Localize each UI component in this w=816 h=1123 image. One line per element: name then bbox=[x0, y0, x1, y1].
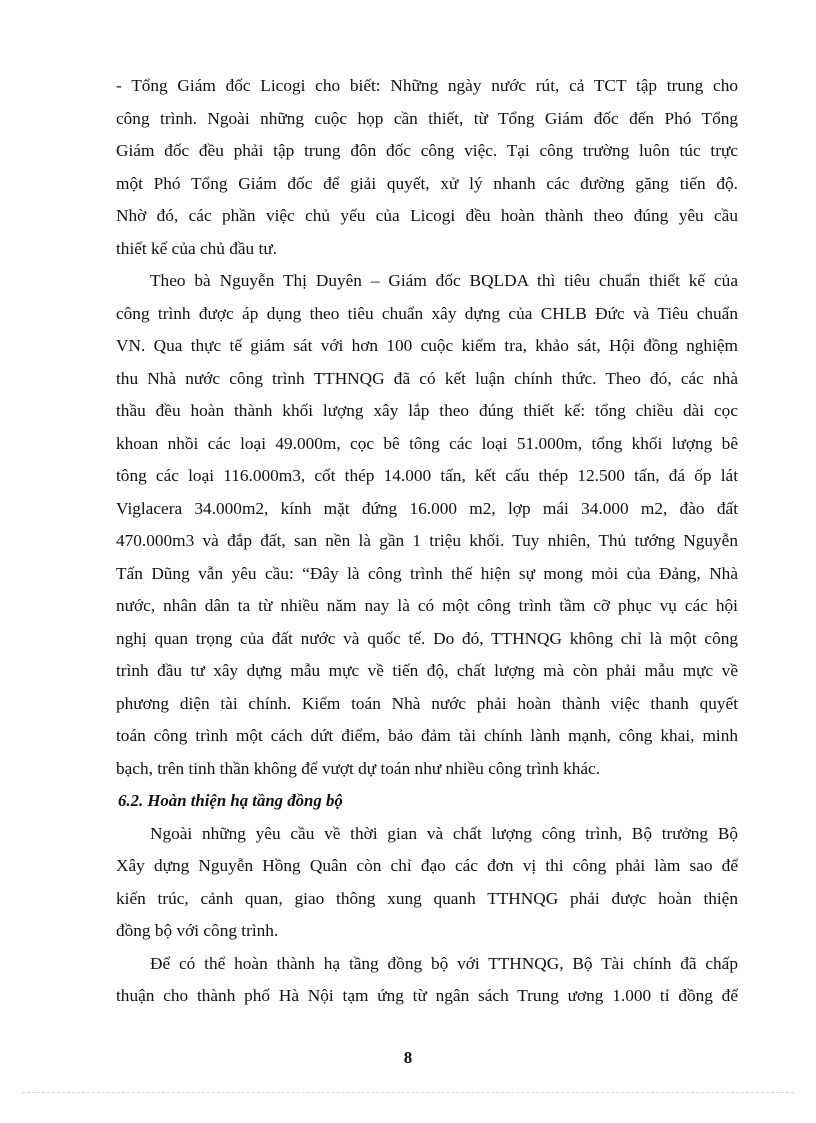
text-line: công trình. Ngoài những cuộc họp cần thiết, từ Tổng Giám đốc đến Phó Tổng bbox=[116, 108, 738, 128]
document-body bbox=[116, 70, 738, 1013]
paragraph-licogi bbox=[116, 70, 738, 265]
text-line: thuận cho thành phố Hà Nội tạm ứng từ ngân sách Trung ương 1.000 tỉ đồng để bbox=[116, 986, 738, 1005]
text-line: đồng bộ với công trình. bbox=[116, 921, 279, 940]
text-line: Nhờ đó, các phần việc chủ yếu của Licogi đều hoàn thành theo đúng yêu cầu bbox=[116, 206, 738, 225]
text-line: trình đầu tư xây dựng mẫu mực về tiến độ, chất lượng mà còn phải mẫu mực về bbox=[116, 661, 738, 680]
text-line: Tấn Dũng vẫn yêu cầu: “Đây là công trình thể hiện sự mong mỏi của Đảng, Nhà bbox=[116, 563, 738, 583]
paragraph-minister-directive bbox=[116, 818, 738, 948]
text-line: một Phó Tổng Giám đốc để giải quyết, xử lý nhanh các đường găng tiến độ. bbox=[116, 173, 738, 193]
paragraph-ministry-finance bbox=[116, 948, 738, 1013]
text-line: thiết kế của chủ đầu tư. bbox=[116, 238, 277, 258]
text-line: nghị quan trọng của đất nước và quốc tế. Do đó, TTHNQG không chỉ là một công bbox=[116, 628, 738, 648]
text-line: Ngoài những yêu cầu về thời gian và chất lượng công trình, Bộ trưởng Bộ bbox=[150, 823, 738, 843]
text-line: toán công trình một cách dứt điểm, bảo đảm tài chính lành mạnh, công khai, minh bbox=[116, 726, 738, 745]
text-line: Theo bà Nguyễn Thị Duyên – Giám đốc BQLDA thì tiêu chuẩn thiết kế của bbox=[150, 271, 738, 290]
text-line: nước, nhân dân ta từ nhiều năm nay là có một công trình tầm cỡ phục vụ các hội bbox=[116, 596, 738, 615]
text-line: Viglacera 34.000m2, kính mặt đứng 16.000 m2, lợp mái 34.000 m2, đào đất bbox=[116, 498, 738, 518]
text-line: thầu đều hoàn thành khối lượng xây lắp theo đúng thiết kế: tổng chiều dài cọc bbox=[116, 401, 738, 420]
text-line: bạch, trên tinh thần không để vượt dự toán như nhiều công trình khác. bbox=[116, 758, 601, 778]
text-line: tông các loại 116.000m3, cốt thép 14.000 tấn, kết cấu thép 12.500 tấn, đá ốp lát bbox=[116, 466, 738, 485]
page-bottom-divider bbox=[22, 1092, 794, 1093]
text-line: VN. Qua thực tế giám sát với hơn 100 cuộc kiểm tra, khảo sát, Hội đồng nghiệm bbox=[116, 336, 738, 355]
text-line: kiến trúc, cảnh quan, giao thông xung quanh TTHNQG phải được hoàn thiện bbox=[116, 888, 738, 908]
text-line: khoan nhồi các loại 49.000m, cọc bê tông các loại 51.000m, tổng khối lượng bê bbox=[116, 433, 738, 453]
text-line: công trình được áp dụng theo tiêu chuẩn xây dựng của CHLB Đức và Tiêu chuẩn bbox=[116, 303, 738, 323]
section-heading: 6.2. Hoàn thiện hạ tầng đồng bộ bbox=[118, 791, 343, 810]
text-line: - Tổng Giám đốc Licogi cho biết: Những ngày nước rút, cả TCT tập trung cho bbox=[116, 76, 738, 95]
paragraph-design-standards bbox=[116, 265, 738, 785]
text-line: Xây dựng Nguyễn Hồng Quân còn chỉ đạo các đơn vị thi công phải làm sao để bbox=[116, 856, 738, 875]
text-line: thu Nhà nước công trình TTHNQG đã có kết luận chính thức. Theo đó, các nhà bbox=[116, 368, 738, 388]
text-line: 470.000m3 và đắp đất, san nền là gần 1 triệu khối. Tuy nhiên, Thủ tướng Nguyễn bbox=[116, 531, 738, 550]
text-line: Giám đốc đều phải tập trung đôn đốc công việc. Tại công trường luôn túc trực bbox=[116, 141, 738, 160]
page-number: 8 bbox=[403, 1048, 413, 1067]
text-line: phương diện tài chính. Kiểm toán Nhà nước phải hoàn thành việc thanh quyết bbox=[116, 693, 738, 713]
text-line: Để có thể hoàn thành hạ tầng đồng bộ với TTHNQG, Bộ Tài chính đã chấp bbox=[150, 953, 738, 973]
